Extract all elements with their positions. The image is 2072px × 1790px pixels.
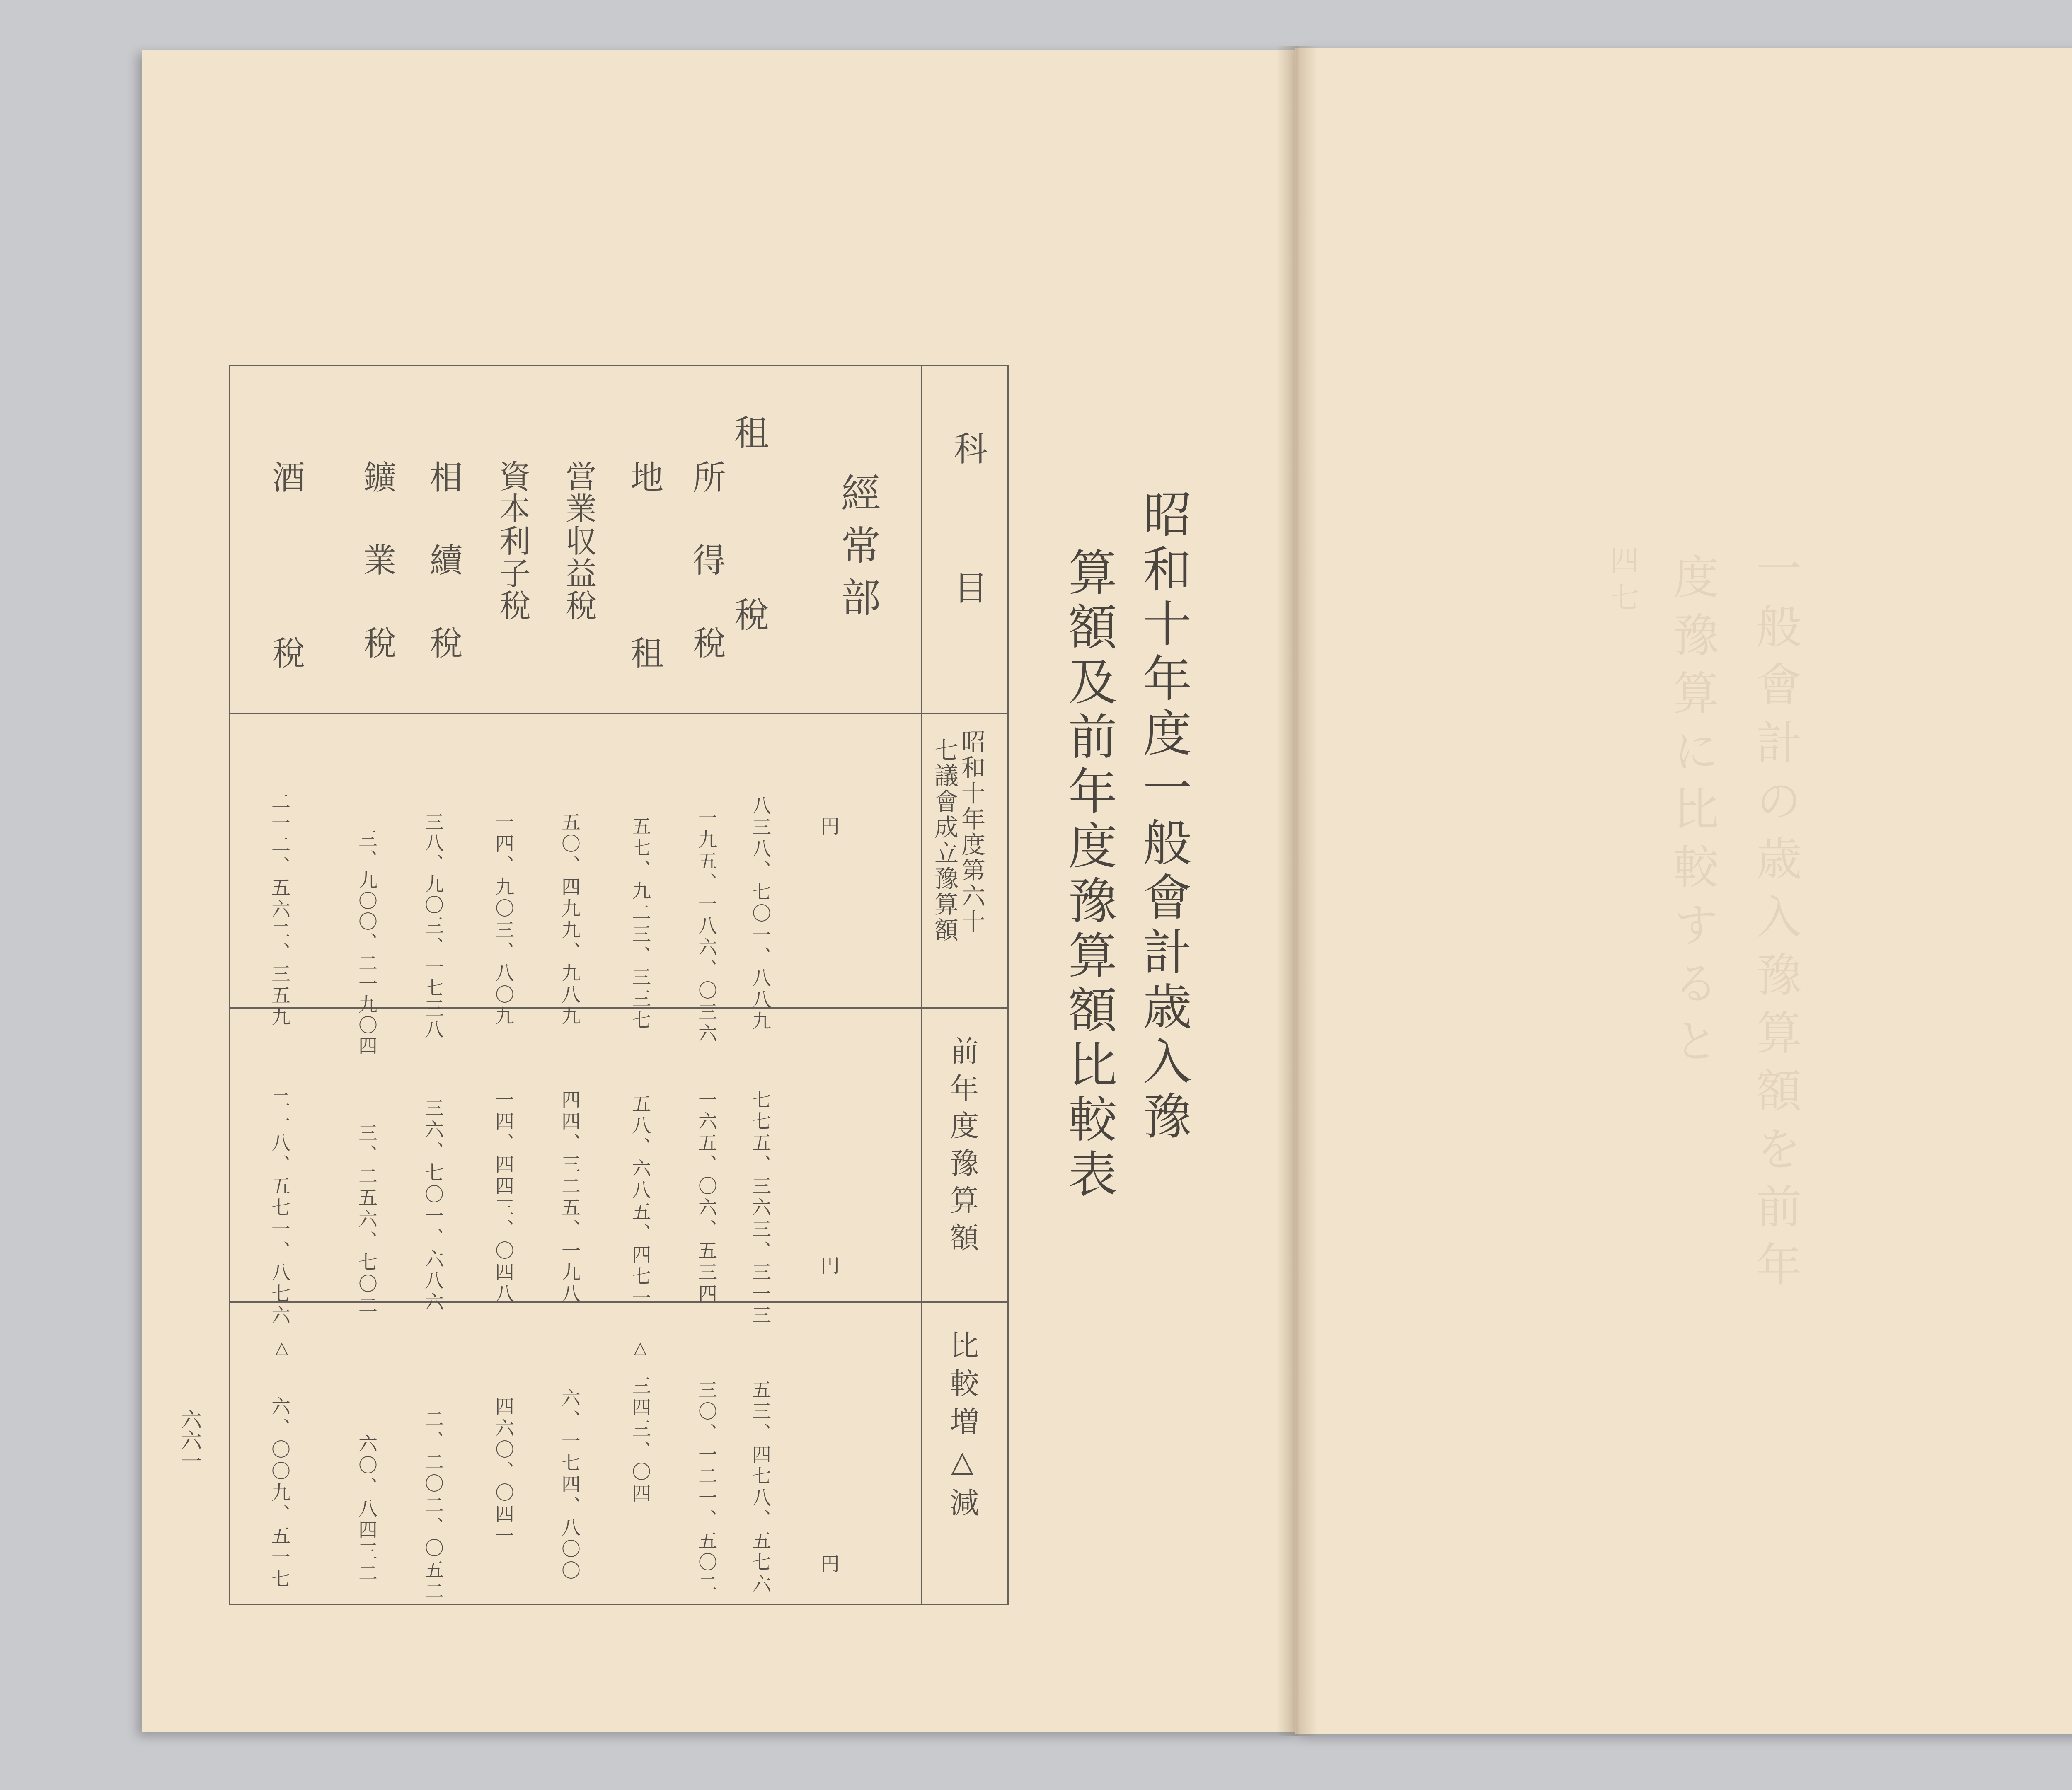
fy1935-chiso: 五七、九二三、三三七: [629, 816, 651, 1032]
prev-shihon: 一四、四四三、〇四八: [492, 1090, 515, 1305]
row-label-kogyo: 鑛 業 稅: [358, 460, 396, 667]
header-fy1935-line-1: 昭和十年度第六十: [957, 729, 985, 935]
diff-sozei: 五三、四七八、五七六: [749, 1380, 772, 1595]
fy1935-shihon: 一四、九〇三、八〇九: [492, 812, 515, 1028]
ghost-line-1: 一般會計の歳入豫算額を前年: [1749, 545, 1802, 1299]
page-number-left: 六六一: [178, 1409, 202, 1471]
table-title-line-2: 算額及前年度豫算額比較表: [1060, 547, 1117, 1203]
fy1935-kogyo: 三、九〇〇、二一九〇四: [356, 829, 378, 1057]
row-label-shu: 酒 稅: [266, 460, 305, 680]
diff-chiso: 三四三、〇四: [629, 1376, 651, 1505]
right-page: [1295, 48, 2072, 1734]
row-label-shihon: 資本利子稅: [494, 460, 531, 622]
diff-sozoku: 二、二〇二、〇五二: [422, 1409, 444, 1603]
left-page: [142, 50, 1300, 1732]
row-label-shotoku: 所 得 稅: [687, 460, 726, 667]
diff-shotoku: 三〇、一二一、五〇二: [695, 1380, 718, 1595]
book-gutter: [1276, 46, 1318, 1736]
fy1935-shu: 二一二、五六二、三五九: [269, 791, 291, 1028]
row-label-sozei: 租 稅: [729, 414, 769, 642]
prev-kogyo: 三、二五六、七〇二: [356, 1123, 378, 1317]
row-label-sozoku: 相 續 稅: [424, 460, 462, 667]
table-row-divider-2: [229, 1007, 1008, 1009]
table-border-bottom: [229, 1604, 1008, 1605]
diff-shu-triangle: △: [272, 1338, 291, 1357]
unit-mark-3: 円: [818, 1554, 840, 1573]
header-fy1935-line-2: 七議會成立豫算額: [930, 738, 959, 943]
fy1935-eigyo: 五〇、四九九、九八九: [559, 812, 581, 1028]
prev-chiso: 五八、六八五、四七一: [629, 1094, 651, 1309]
prev-shu: 二一八、五七一、八七六: [269, 1090, 291, 1327]
row-label-keijo: 經常部: [835, 472, 881, 629]
table-border-right: [1007, 365, 1009, 1605]
diff-shihon: 四六〇、〇四一: [492, 1396, 515, 1547]
fy1935-shotoku: 一九五、一八六、〇三六: [695, 808, 718, 1045]
fy1935-sozei: 八三八、七〇一、八八九: [749, 796, 772, 1033]
ghost-line-2: 度豫算に比較すると: [1666, 553, 1719, 1075]
prev-shotoku: 一六五、〇六、五三四: [695, 1090, 718, 1305]
unit-mark-1: 円: [818, 816, 840, 835]
table-border-left: [229, 365, 230, 1605]
table-title-line-1: 昭和十年度一般會計歳入豫: [1135, 489, 1192, 1145]
diff-kogyo: 六〇、八四三二: [356, 1434, 378, 1584]
table-row-divider-1: [229, 713, 1008, 714]
header-prev: 前年度豫算額: [945, 1036, 979, 1260]
open-book: [137, 46, 2072, 1736]
fy1935-sozoku: 三八、九〇三、一七三八: [422, 812, 444, 1040]
prev-sozoku: 三六、七〇一、六八六: [422, 1098, 444, 1313]
diff-chiso-triangle: △: [631, 1338, 650, 1357]
table-border-top: [229, 365, 1008, 366]
table-header-divider: [921, 365, 922, 1605]
table-row-divider-3: [229, 1301, 1008, 1303]
unit-mark-2: 円: [818, 1255, 840, 1275]
row-label-chiso: 地 租: [625, 460, 663, 680]
prev-sozei: 七七五、三六三、三一三: [749, 1090, 772, 1327]
header-diff: 比較増△減: [945, 1330, 979, 1526]
diff-eigyo: 六、一七四、八〇〇: [559, 1388, 581, 1582]
ghost-page-mark: 四七: [1605, 545, 1639, 619]
prev-eigyo: 四四、三二五、一九八: [559, 1090, 581, 1305]
diff-shu: 六、〇〇九、五一七: [269, 1396, 291, 1590]
header-item: 科 目: [948, 431, 988, 617]
row-label-eigyo: 営業収益稅: [560, 460, 597, 622]
